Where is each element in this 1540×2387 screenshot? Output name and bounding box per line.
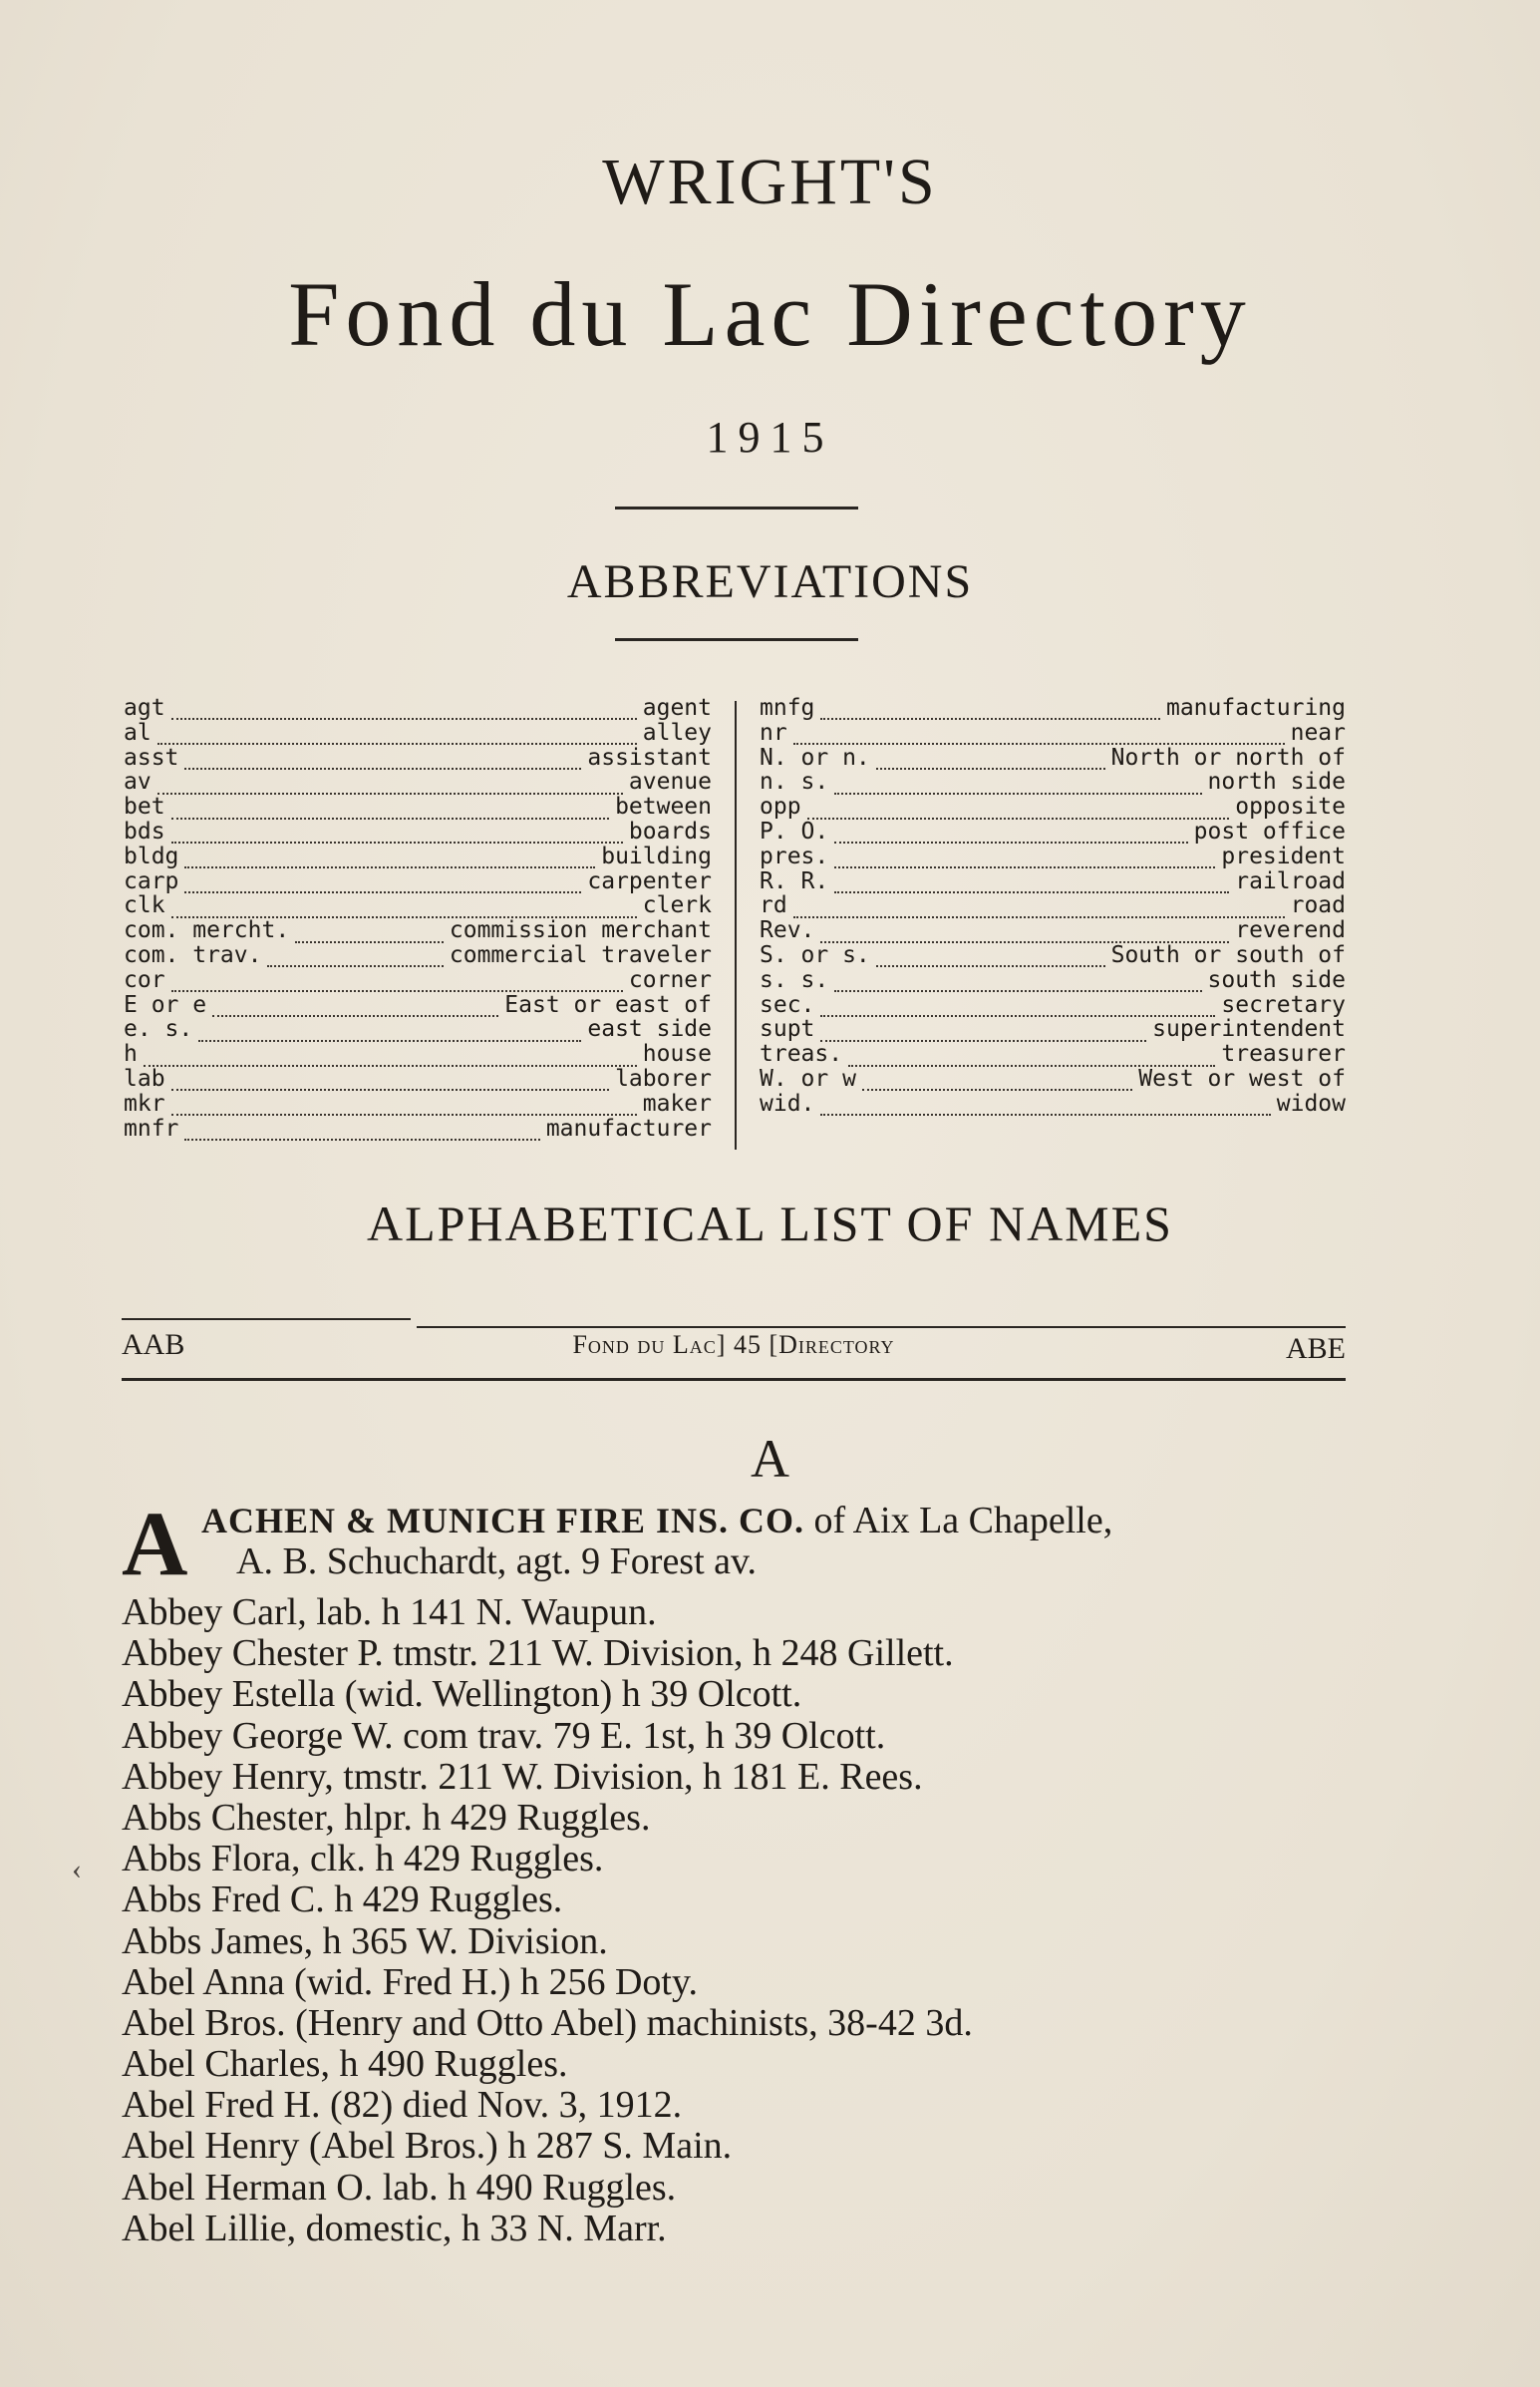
- directory-entry: Abbs Fred C. h 429 Ruggles.: [122, 1878, 563, 1921]
- running-header-center: Fond du Lac] 45 [Directory: [572, 1330, 895, 1359]
- abbreviation: n. s.: [760, 770, 829, 796]
- leader-dots: [876, 754, 1105, 770]
- abbreviation: W. or w: [760, 1066, 856, 1092]
- abbreviation: agt: [124, 696, 165, 721]
- abbreviation: R. R.: [760, 868, 829, 894]
- abbreviation: s. s.: [760, 967, 829, 993]
- abbreviation-meaning: widow: [1276, 1091, 1346, 1117]
- first-entry-rest: of Aix La Chapelle,: [804, 1500, 1113, 1541]
- abbreviation: carp: [124, 868, 179, 894]
- abbreviation: h: [124, 1042, 138, 1067]
- abbreviation-meaning: south side: [1207, 967, 1346, 993]
- leader-dots: [144, 1051, 637, 1067]
- margin-tick-mark: ‹: [72, 1853, 82, 1885]
- abbreviation-row: [124, 721, 712, 746]
- leader-dots: [157, 779, 623, 795]
- abbreviation: com. trav.: [124, 942, 262, 968]
- directory-entry: Abel Charles, h 490 Ruggles.: [122, 2043, 568, 2086]
- abbreviation-row: [760, 943, 1346, 968]
- abbreviation-meaning: secretary: [1221, 992, 1346, 1018]
- abbreviation-meaning: agent: [642, 696, 712, 721]
- running-header-left: AAB: [122, 1328, 185, 1361]
- leader-dots: [171, 1075, 610, 1091]
- abbreviation-row: [124, 993, 712, 1018]
- directory-entry: Abbey Carl, lab. h 141 N. Waupun.: [122, 1591, 657, 1633]
- abbreviation-row: [760, 968, 1346, 993]
- abbreviation: av: [124, 770, 152, 796]
- abbreviation-row: [760, 993, 1346, 1018]
- leader-dots: [820, 704, 1160, 720]
- abbreviation: treas.: [760, 1042, 843, 1067]
- directory-entry: Abbs Flora, clk. h 429 Ruggles.: [122, 1838, 604, 1880]
- leader-dots: [184, 852, 595, 868]
- abbreviation-row: [124, 1017, 712, 1042]
- abbreviation-row: [760, 918, 1346, 943]
- abbreviation-row: [124, 893, 712, 918]
- abbreviation: mnfr: [124, 1116, 179, 1142]
- leader-dots: [267, 951, 443, 967]
- abbreviation-row: [760, 721, 1346, 746]
- leader-dots: [820, 1100, 1270, 1116]
- abbreviation-meaning: east side: [587, 1017, 712, 1043]
- directory-entry: Abel Bros. (Henry and Otto Abel) machinists, 38-42 3d.: [122, 2001, 973, 2044]
- leader-dots: [171, 902, 637, 918]
- leader-dots: [212, 1001, 498, 1017]
- leader-dots: [834, 976, 1201, 992]
- abbreviation-row: [124, 943, 712, 968]
- abbreviation: pres.: [760, 844, 829, 869]
- abbreviation-meaning: manufacturer: [545, 1116, 712, 1142]
- abbreviation-row: [124, 1092, 712, 1117]
- abbreviation-row: [760, 696, 1346, 721]
- first-entry: [122, 1493, 1358, 1594]
- abbreviation-meaning: avenue: [628, 770, 712, 796]
- leader-dots: [171, 704, 637, 720]
- abbreviation-row: [124, 845, 712, 869]
- abbreviation-row: [760, 820, 1346, 845]
- abbreviation-row: [124, 918, 712, 943]
- abbreviation-row: [124, 869, 712, 894]
- leader-dots: [820, 927, 1229, 943]
- abbreviation: N. or n.: [760, 745, 870, 771]
- directory-entry: Abel Lillie, domestic, h 33 N. Marr.: [122, 2207, 667, 2249]
- directory-entry: Abel Henry (Abel Bros.) h 287 S. Main.: [122, 2125, 733, 2168]
- leader-dots: [171, 804, 610, 820]
- leader-dots: [171, 976, 623, 992]
- abbreviation-meaning: alley: [642, 720, 712, 746]
- abbreviation-meaning: building: [601, 844, 712, 869]
- abbreviation-meaning: between: [615, 795, 712, 820]
- abbreviation-row: [124, 795, 712, 820]
- leader-dots: [184, 877, 581, 893]
- abbreviations-right-column: [760, 696, 1346, 1117]
- abbreviation-meaning: house: [642, 1042, 712, 1067]
- abbreviation-meaning: laborer: [615, 1066, 712, 1092]
- abbreviation: al: [124, 720, 152, 746]
- drop-cap: A: [122, 1493, 188, 1594]
- first-entry-line-2: A. B. Schuchardt, agt. 9 Forest av.: [236, 1540, 758, 1582]
- abbreviations-heading: ABBREVIATIONS: [566, 555, 974, 608]
- abbreviation-meaning: assistant: [587, 745, 712, 771]
- abbreviation: nr: [760, 720, 787, 746]
- name-entries: [122, 1493, 1358, 2249]
- abbreviation: wid.: [760, 1091, 815, 1117]
- directory-year: 1915: [706, 413, 834, 462]
- directory-entry: Abel Herman O. lab. h 490 Ruggles.: [122, 2166, 677, 2209]
- abbreviation-row: [124, 770, 712, 795]
- abbreviation: cor: [124, 967, 165, 993]
- running-header: [122, 1314, 1346, 1374]
- abbreviation: rd: [760, 893, 787, 919]
- leader-dots: [793, 729, 1285, 745]
- abbreviation: supt: [760, 1017, 815, 1043]
- abbreviation: com. mercht.: [124, 918, 290, 943]
- abbreviation: asst: [124, 745, 179, 771]
- abbreviation-meaning: road: [1290, 893, 1346, 919]
- abbreviation: bldg: [124, 844, 179, 869]
- publisher-title: WRIGHT'S: [602, 146, 938, 218]
- leader-dots: [848, 1051, 1215, 1067]
- abbreviation-row: [760, 1017, 1346, 1042]
- abbreviation: opp: [760, 795, 801, 820]
- abbreviation: lab: [124, 1066, 165, 1092]
- abbreviation-row: [760, 845, 1346, 869]
- abbreviation-meaning: post office: [1193, 819, 1346, 845]
- abbreviation-row: [124, 746, 712, 771]
- directory-entry: Abbey Chester P. tmstr. 211 W. Division, h 248 Gillett.: [122, 1632, 954, 1675]
- leader-dots: [834, 779, 1201, 795]
- abbreviation-meaning: boards: [628, 819, 712, 845]
- abbreviation-meaning: near: [1290, 720, 1346, 746]
- directory-entry: Abbey Estella (wid. Wellington) h 39 Olcott.: [122, 1673, 802, 1716]
- abbreviation-meaning: West or west of: [1138, 1066, 1346, 1092]
- section-letter: A: [751, 1429, 789, 1489]
- abbreviation: E or e: [124, 992, 207, 1018]
- first-entry-line-1: [201, 1501, 1112, 1541]
- abbreviation: mkr: [124, 1091, 165, 1117]
- abbreviation-meaning: carpenter: [587, 868, 712, 894]
- leader-dots: [834, 828, 1187, 844]
- abbreviation-meaning: north side: [1207, 770, 1346, 796]
- abbreviation: P. O.: [760, 819, 829, 845]
- abbreviation: Rev.: [760, 918, 815, 943]
- abbreviation: S. or s.: [760, 942, 870, 968]
- abbreviation-row: [760, 1042, 1346, 1067]
- abbreviation-row: [760, 1067, 1346, 1092]
- abbreviation-row: [124, 968, 712, 993]
- directory-title: Fond du Lac Directory: [288, 263, 1252, 365]
- abbreviation-meaning: maker: [642, 1091, 712, 1117]
- header-rule-bottom: [122, 1378, 1346, 1381]
- abbreviation-meaning: clerk: [642, 893, 712, 919]
- abbreviation-meaning: corner: [628, 967, 712, 993]
- running-header-right: ABE: [1286, 1332, 1346, 1365]
- column-divider: [735, 701, 737, 1150]
- abbreviation-row: [760, 893, 1346, 918]
- abbreviation: bet: [124, 795, 165, 820]
- abbreviation: sec.: [760, 992, 815, 1018]
- abbreviation-row: [760, 770, 1346, 795]
- directory-entry: Abel Fred H. (82) died Nov. 3, 1912.: [122, 2084, 683, 2127]
- abbreviation: e. s.: [124, 1017, 193, 1043]
- abbreviation-meaning: South or south of: [1110, 942, 1346, 968]
- directory-entry: Abbs James, h 365 W. Division.: [122, 1919, 608, 1962]
- abbreviation-row: [760, 795, 1346, 820]
- abbreviation-row: [124, 696, 712, 721]
- leader-dots: [295, 927, 444, 943]
- alphabetical-list-heading: ALPHABETICAL LIST OF NAMES: [367, 1195, 1173, 1251]
- abbreviation-row: [760, 1092, 1346, 1117]
- directory-entry: Abbs Chester, hlpr. h 429 Ruggles.: [122, 1796, 651, 1839]
- leader-dots: [198, 1026, 581, 1042]
- leader-dots: [807, 804, 1230, 820]
- title-rule: [615, 507, 858, 510]
- leader-dots: [820, 1001, 1215, 1017]
- abbreviation: bds: [124, 819, 165, 845]
- leader-dots: [157, 729, 637, 745]
- abbreviation-meaning: superintendent: [1152, 1017, 1346, 1043]
- leader-dots: [171, 1100, 637, 1116]
- leader-dots: [834, 877, 1229, 893]
- abbreviation: mnfg: [760, 696, 815, 721]
- leader-dots: [820, 1026, 1146, 1042]
- abbreviation-meaning: reverend: [1235, 918, 1346, 943]
- abbreviations-left-column: [124, 696, 712, 1141]
- leader-dots: [834, 852, 1215, 868]
- abbreviation-row: [760, 869, 1346, 894]
- first-entry-caps: ACHEN & MUNICH FIRE INS. CO.: [201, 1501, 805, 1540]
- abbreviation-meaning: North or north of: [1110, 745, 1346, 771]
- leader-dots: [171, 828, 623, 844]
- leader-dots: [184, 754, 581, 770]
- abbreviation-meaning: president: [1221, 844, 1346, 869]
- abbreviation-meaning: commercial traveler: [449, 942, 712, 968]
- directory-entry: Abel Anna (wid. Fred H.) h 256 Doty.: [122, 1960, 699, 2003]
- leader-dots: [862, 1075, 1132, 1091]
- abbreviation-meaning: manufacturing: [1165, 696, 1346, 721]
- leader-dots: [184, 1125, 539, 1141]
- directory-entry: Abbey Henry, tmstr. 211 W. Division, h 181 E. Rees.: [122, 1755, 923, 1798]
- abbreviation-meaning: opposite: [1235, 795, 1346, 820]
- leader-dots: [876, 951, 1105, 967]
- abbreviation-row: [124, 1067, 712, 1092]
- abbreviation-row: [124, 1042, 712, 1067]
- abbreviation: clk: [124, 893, 165, 919]
- abbreviation-row: [124, 820, 712, 845]
- abbreviation-meaning: treasurer: [1221, 1042, 1346, 1067]
- abbreviation-meaning: railroad: [1235, 868, 1346, 894]
- leader-dots: [793, 902, 1285, 918]
- directory-entry: Abbey George W. com trav. 79 E. 1st, h 39 Olcott.: [122, 1714, 886, 1757]
- abbreviation-row: [760, 746, 1346, 771]
- abbreviations-rule: [615, 638, 858, 641]
- entry-list: [122, 1592, 1358, 2249]
- abbreviation-row: [124, 1117, 712, 1142]
- abbreviation-meaning: commission merchant: [449, 918, 712, 943]
- abbreviation-meaning: East or east of: [504, 992, 712, 1018]
